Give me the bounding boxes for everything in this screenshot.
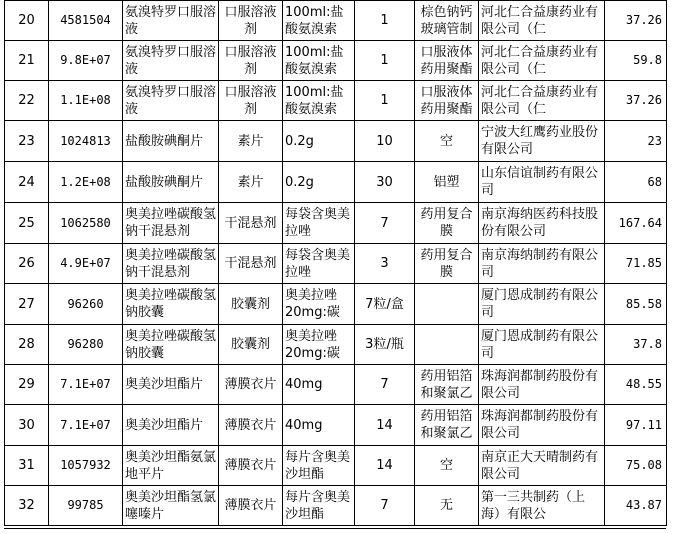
table-body [5,1,667,526]
drug-name-text: 氨溴特罗口服溶液 [125,4,216,37]
pack-quantity-cell [355,365,415,405]
specification-text: 100ml:盐酸氨溴索 [285,84,344,117]
specification-cell [283,446,355,486]
manufacturer-text: 河北仁合益康药业有限公司（仁 [481,4,599,37]
product-code-cell [49,486,123,526]
table-row [5,121,667,162]
row-number-text: 30 [18,417,35,433]
row-number-cell [5,244,49,284]
pack-quantity-text: 1 [380,93,389,108]
drug-name-text: 奥美沙坦酯片 [125,377,204,392]
packaging-material-cell [415,41,479,81]
product-code-cell [49,81,123,121]
specification-text: 100ml:盐酸氨溴索 [285,4,344,37]
pack-quantity-text: 3 [380,256,389,271]
packaging-material-text: 药用铝箔和聚氯乙 [420,368,473,401]
packaging-material-cell [415,486,479,526]
product-code-cell [49,405,123,446]
packaging-material-text: 铝塑 [433,174,460,190]
pack-quantity-cell [355,446,415,486]
specification-cell [283,1,355,41]
packaging-material-text: 口服液体药用聚酯 [420,44,473,77]
price-text: 37.26 [625,93,662,107]
row-number-cell [5,284,49,325]
row-number-text: 27 [18,296,35,312]
dosage-form-cell [219,162,283,203]
packaging-material-cell [415,203,479,244]
pack-quantity-cell [355,121,415,162]
drug-name-cell [123,325,219,365]
manufacturer-text: 南京海纳制药有限公司 [481,247,599,280]
pack-quantity-text: 7 [380,215,389,231]
row-number-text: 22 [18,93,35,108]
price-text: 43.87 [625,498,662,512]
drug-name-text: 奥美沙坦酯氢氯噻嗪片 [125,489,216,522]
product-code-text: 1024813 [60,133,111,148]
dosage-form-cell [219,446,283,486]
manufacturer-text: 第一三共制药（上海）有限公 [481,489,586,522]
specification-cell [283,325,355,365]
price-cell [605,446,667,486]
product-code-text: 1.1E+08 [60,93,111,107]
row-number-cell [5,162,49,203]
row-number-text: 25 [18,215,35,231]
manufacturer-cell [479,365,605,405]
manufacturer-cell [479,81,605,121]
packaging-material-text: 无 [439,498,453,513]
manufacturer-text: 珠海润都制药股份有限公司 [481,409,599,441]
dosage-form-cell [219,203,283,244]
pack-quantity-cell [355,244,415,284]
pack-quantity-text: 3粒/瓶 [365,337,404,352]
packaging-material-text: 空 [439,458,453,473]
product-code-cell [49,284,123,325]
drug-name-text: 氨溴特罗口服溶液 [125,44,216,77]
dosage-form-text: 素片 [237,133,264,149]
packaging-material-cell [415,1,479,41]
pack-quantity-cell [355,81,415,121]
drug-name-text: 奥美拉唑碳酸氢钠胶囊 [125,328,216,361]
product-code-text: 7.1E+07 [60,377,111,391]
pack-quantity-cell [355,405,415,446]
specification-cell [283,162,355,203]
packaging-material-cell [415,365,479,405]
packaging-material-cell [415,325,479,365]
price-text: 68 [647,174,662,189]
row-number-cell [5,446,49,486]
packaging-material-cell [415,284,479,325]
dosage-form-text: 干混悬剂 [224,215,277,231]
product-code-cell [49,203,123,244]
product-code-cell [49,244,123,284]
packaging-material-text: 药用复合膜 [420,207,473,239]
product-code-text: 4581504 [60,13,111,27]
pack-quantity-text: 7粒/盒 [365,296,404,312]
row-number-text: 26 [18,256,35,271]
price-text: 75.08 [625,458,662,472]
manufacturer-cell [479,203,605,244]
product-code-text: 1057932 [60,458,111,472]
product-code-text: 96260 [67,296,104,311]
product-code-text: 96280 [67,337,104,351]
price-cell [605,486,667,526]
manufacturer-cell [479,325,605,365]
packaging-material-text: 药用复合膜 [420,247,473,280]
packaging-material-cell [415,244,479,284]
drug-name-text: 奥美拉唑碳酸氢钠干混悬剂 [125,247,216,280]
dosage-form-text: 胶囊剂 [230,337,270,352]
packaging-material-text: 空 [439,133,453,149]
pack-quantity-text: 1 [380,53,389,68]
specification-text: 每袋含奥美拉唑 [285,247,351,280]
table-row [5,486,667,526]
drug-name-cell [123,284,219,325]
price-cell [605,81,667,121]
row-number-text: 29 [18,377,35,392]
drug-name-cell [123,162,219,203]
price-text: 37.26 [625,13,662,27]
drug-name-cell [123,41,219,81]
pack-quantity-cell [355,162,415,203]
dosage-form-cell [219,244,283,284]
pack-quantity-text: 14 [376,417,393,433]
pack-quantity-text: 1 [380,13,389,28]
specification-text: 每片含奥美沙坦酯 [285,449,351,482]
row-number-text: 28 [18,337,35,352]
pack-quantity-text: 7 [380,377,389,392]
specification-cell [283,81,355,121]
pack-quantity-cell [355,1,415,41]
manufacturer-cell [479,1,605,41]
row-number-cell [5,325,49,365]
pack-quantity-cell [355,284,415,325]
manufacturer-text: 河北仁合益康药业有限公司（仁 [481,84,599,117]
table-row [5,1,667,41]
product-code-text: 99785 [67,498,104,512]
packaging-material-cell [415,121,479,162]
table-row [5,203,667,244]
manufacturer-text: 南京海纳医药科技股份有限公司 [481,207,599,239]
pack-quantity-text: 30 [376,174,393,190]
row-number-cell [5,1,49,41]
row-number-cell [5,486,49,526]
drug-name-cell [123,244,219,284]
specification-text: 每片含奥美沙坦酯 [285,489,351,522]
dosage-form-text: 口服溶液剂 [224,84,277,117]
row-number-cell [5,81,49,121]
pack-quantity-text: 7 [380,498,389,513]
dosage-form-cell [219,365,283,405]
product-code-text: 1.2E+08 [60,174,111,189]
specification-cell [283,244,355,284]
price-cell [605,405,667,446]
drug-name-cell [123,486,219,526]
dosage-form-cell [219,325,283,365]
next-row-cut [4,528,666,534]
specification-cell [283,203,355,244]
product-code-text: 9.8E+07 [60,53,111,67]
drug-name-text: 奥美拉唑碳酸氢钠胶囊 [125,288,216,320]
drug-name-cell [123,1,219,41]
price-text: 37.8 [633,337,662,351]
dosage-form-text: 素片 [237,174,264,190]
row-number-cell [5,121,49,162]
manufacturer-cell [479,244,605,284]
price-cell [605,203,667,244]
dosage-form-text: 薄膜衣片 [224,498,277,513]
product-code-text: 4.9E+07 [60,256,111,270]
dosage-form-cell [219,486,283,526]
table-row [5,244,667,284]
drug-price-table [4,0,667,526]
dosage-form-cell [219,405,283,446]
product-code-cell [49,41,123,81]
packaging-material-text: 棕色钠钙玻璃管制 [420,4,473,37]
price-text: 167.64 [618,215,662,230]
specification-cell [283,284,355,325]
table-row [5,41,667,81]
dosage-form-text: 薄膜衣片 [224,377,277,392]
row-number-cell [5,203,49,244]
product-code-cell [49,365,123,405]
dosage-form-cell [219,81,283,121]
price-text: 85.58 [625,296,662,311]
manufacturer-cell [479,405,605,446]
price-cell [605,365,667,405]
manufacturer-text: 厦门恩成制药有限公司 [481,328,599,361]
specification-cell [283,405,355,446]
dosage-form-text: 薄膜衣片 [224,417,277,433]
specification-text: 奥美拉唑20mg:碳 [285,328,340,361]
manufacturer-text: 南京正大天晴制药有限公司 [481,449,599,482]
drug-name-text: 氨溴特罗口服溶液 [125,84,216,117]
pack-quantity-text: 14 [376,458,393,473]
pack-quantity-cell [355,203,415,244]
drug-name-text: 盐酸胺碘酮片 [125,133,204,149]
pack-quantity-text: 10 [376,133,393,149]
price-text: 48.55 [625,377,662,391]
specification-text: 0.2g [285,133,314,149]
dosage-form-cell [219,41,283,81]
price-cell [605,121,667,162]
table-row [5,81,667,121]
manufacturer-text: 宁波大红鹰药业股份有限公司 [481,125,599,157]
price-text: 59.8 [633,53,662,67]
table-row [5,325,667,365]
drug-name-text: 奥美沙坦酯片 [125,417,204,433]
price-text: 97.11 [625,417,662,432]
manufacturer-text: 厦门恩成制药有限公司 [481,288,599,320]
price-text: 71.85 [625,256,662,270]
manufacturer-text: 河北仁合益康药业有限公司（仁 [481,44,599,77]
drug-name-cell [123,121,219,162]
row-number-text: 20 [18,13,35,28]
packaging-material-text: 药用铝箔和聚氯乙 [420,409,473,441]
packaging-material-cell [415,446,479,486]
drug-name-cell [123,405,219,446]
table-row [5,162,667,203]
row-number-text: 21 [18,53,35,68]
price-cell [605,244,667,284]
packaging-material-cell [415,162,479,203]
dosage-form-text: 口服溶液剂 [224,44,277,77]
dosage-form-text: 薄膜衣片 [224,458,277,473]
dosage-form-cell [219,121,283,162]
dosage-form-cell [219,1,283,41]
pack-quantity-cell [355,486,415,526]
dosage-form-cell [219,284,283,325]
specification-text: 每袋含奥美拉唑 [285,207,351,239]
row-number-text: 23 [18,133,35,149]
dosage-form-text: 干混悬剂 [224,256,277,271]
specification-text: 40mg [285,377,323,392]
table-row [5,405,667,446]
dosage-form-text: 胶囊剂 [230,296,270,312]
pack-quantity-cell [355,41,415,81]
row-number-text: 31 [18,458,35,473]
drug-name-text: 奥美拉唑碳酸氢钠干混悬剂 [125,207,216,239]
price-cell [605,325,667,365]
specification-text: 0.2g [285,174,314,190]
packaging-material-cell [415,405,479,446]
drug-name-text: 盐酸胺碘酮片 [125,174,204,190]
manufacturer-text: 珠海润都制药股份有限公司 [481,368,599,401]
manufacturer-cell [479,121,605,162]
manufacturer-cell [479,41,605,81]
product-code-cell [49,1,123,41]
drug-name-cell [123,203,219,244]
drug-name-cell [123,365,219,405]
product-code-cell [49,325,123,365]
dosage-form-text: 口服溶液剂 [224,4,277,37]
price-text: 23 [647,133,662,148]
price-cell [605,1,667,41]
manufacturer-cell [479,486,605,526]
pack-quantity-cell [355,325,415,365]
drug-name-cell [123,446,219,486]
row-number-text: 32 [18,498,35,513]
price-cell [605,162,667,203]
specification-cell [283,121,355,162]
manufacturer-cell [479,446,605,486]
specification-text: 奥美拉唑20mg:碳 [285,288,340,320]
packaging-material-text: 口服液体药用聚酯 [420,84,473,117]
specification-text: 100ml:盐酸氨溴索 [285,44,344,77]
product-code-text: 1062580 [60,215,111,230]
product-code-text: 7.1E+07 [60,417,111,432]
product-code-cell [49,446,123,486]
table-row [5,446,667,486]
price-cell [605,284,667,325]
table-row [5,365,667,405]
manufacturer-text: 山东信谊制药有限公司 [481,166,599,198]
specification-text: 40mg [285,417,323,433]
table-row [5,284,667,325]
product-code-cell [49,162,123,203]
drug-name-text: 奥美沙坦酯氨氯地平片 [125,449,216,482]
row-number-cell [5,405,49,446]
specification-cell [283,486,355,526]
price-cell [605,41,667,81]
specification-cell [283,41,355,81]
row-number-text: 24 [18,174,35,190]
manufacturer-cell [479,162,605,203]
row-number-cell [5,365,49,405]
product-code-cell [49,121,123,162]
specification-cell [283,365,355,405]
row-number-cell [5,41,49,81]
drug-name-cell [123,81,219,121]
packaging-material-cell [415,81,479,121]
manufacturer-cell [479,284,605,325]
